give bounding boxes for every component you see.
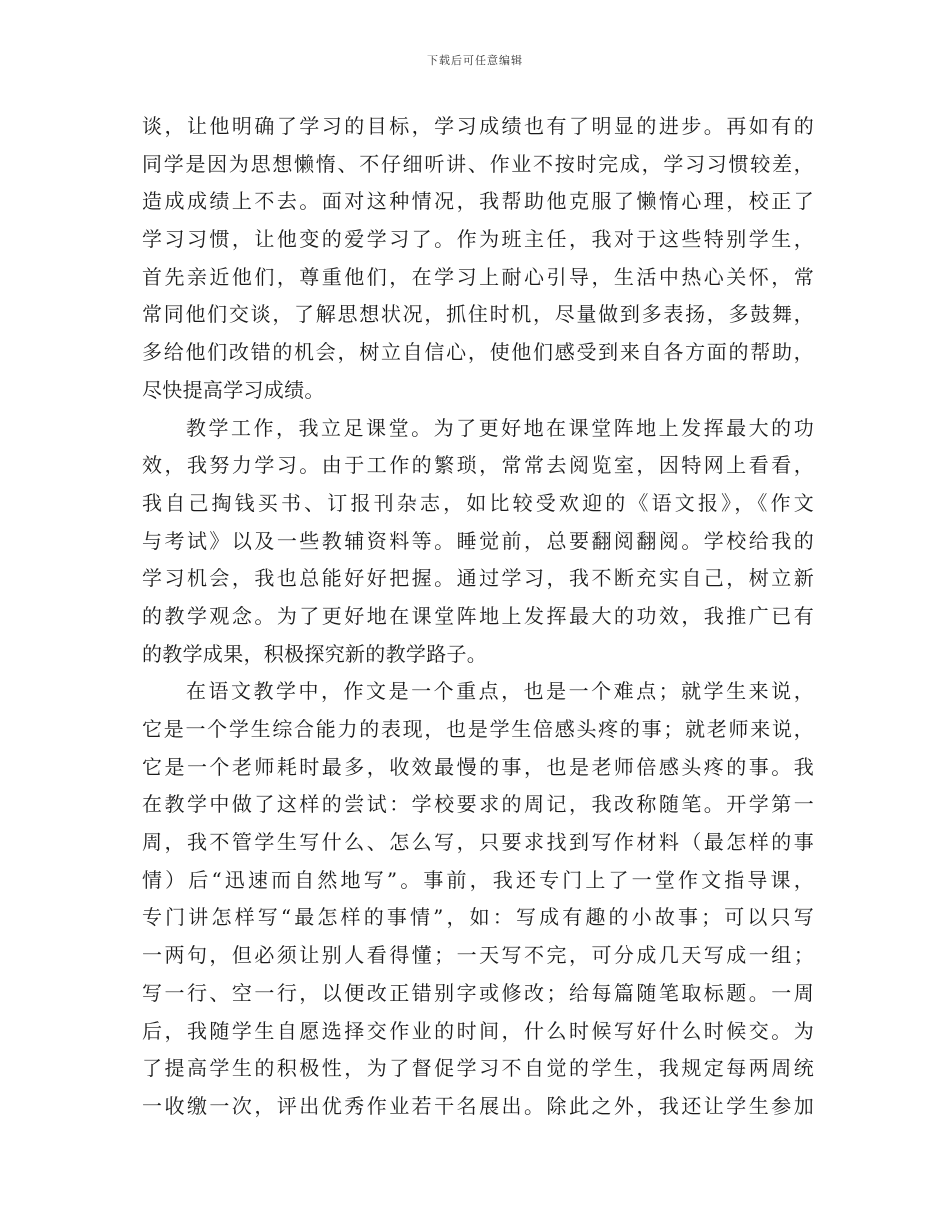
body-text-line: 效，我努力学习。由于工作的繁琐，常常去阅览室，因特网上看看， (142, 453, 814, 478)
body-text-line: 首先亲近他们，尊重他们，在学习上耐心引导，生活中热心关怀，常 (142, 264, 814, 289)
body-text-line: 写一行、空一行，以便改正错别字或修改；给每篇随笔取标题。一周 (142, 980, 814, 1005)
body-text-line: 的教学观念。为了更好地在课堂阵地上发挥最大的功效，我推广已有 (142, 603, 814, 628)
body-text-line: 学习机会，我也总能好好把握。通过学习，我不断充实自己，树立新 (142, 566, 814, 591)
body-text-line: 专门讲怎样写“最怎样的事情”，如：写成有趣的小故事；可以只写 (142, 905, 814, 930)
document-body (142, 108, 814, 1126)
body-text-line: 谈，让他明确了学习的目标，学习成绩也有了明显的进步。再如有的 (142, 114, 814, 138)
body-text-line: 造成成绩上不去。面对这种情况，我帮助他克服了懒惰心理，校正了 (142, 189, 814, 214)
body-text-line: 学习习惯，让他变的爱学习了。作为班主任，我对于这些特别学生， (142, 227, 814, 252)
body-text-line: 的教学成果，积极探究新的教学路子。 (142, 641, 488, 666)
body-text-line: 它是一个老师耗时最多，收效最慢的事，也是老师倍感头疼的事。我 (142, 754, 814, 779)
body-text-line: 尽快提高学习成绩。 (142, 377, 325, 402)
page-header-note: 下载后可任意编辑 (427, 54, 523, 67)
body-text-line: 在教学中做了这样的尝试：学校要求的周记，我改称随笔。开学第一 (142, 792, 814, 817)
body-text-line: 我自己掏钱买书、订报刊杂志，如比较受欢迎的《语文报》，《作文 (142, 490, 814, 515)
body-text-line: 一两句，但必须让别人看得懂；一天写不完，可分成几天写成一组； (142, 943, 814, 968)
body-text-line: 与考试》以及一些教辅资料等。睡觉前，总要翻阅翻阅。学校给我的 (142, 528, 814, 553)
body-text-line: 情）后“迅速而自然地写”。事前，我还专门上了一堂作文指导课， (142, 867, 814, 892)
body-text-line: 周，我不管学生写什么、怎么写，只要求找到写作材料（最怎样的事 (142, 830, 814, 855)
body-text-line: 常同他们交谈，了解思想状况，抓住时机，尽量做到多表扬，多鼓舞， (142, 302, 814, 327)
body-text-line: 后，我随学生自愿选择交作业的时间，什么时候写好什么时候交。为 (142, 1018, 814, 1043)
body-text-line: 同学是因为思想懒惰、不仔细听讲、作业不按时完成，学习习惯较差， (142, 151, 814, 176)
body-text-line: 在语文教学中，作文是一个重点，也是一个难点；就学生来说， (186, 679, 814, 704)
body-text-line: 教学工作，我立足课堂。为了更好地在课堂阵地上发挥最大的功 (186, 415, 814, 440)
body-text-line: 了提高学生的积极性，为了督促学习不自觉的学生，我规定每两周统 (142, 1056, 814, 1081)
body-text-line: 一收缴一次，评出优秀作业若干名展出。除此之外，我还让学生参加 (142, 1093, 814, 1118)
body-text-line: 它是一个学生综合能力的表现，也是学生倍感头疼的事；就老师来说， (142, 717, 814, 741)
body-text-line: 多给他们改错的机会，树立自信心，使他们感受到来自各方面的帮助， (142, 340, 814, 365)
